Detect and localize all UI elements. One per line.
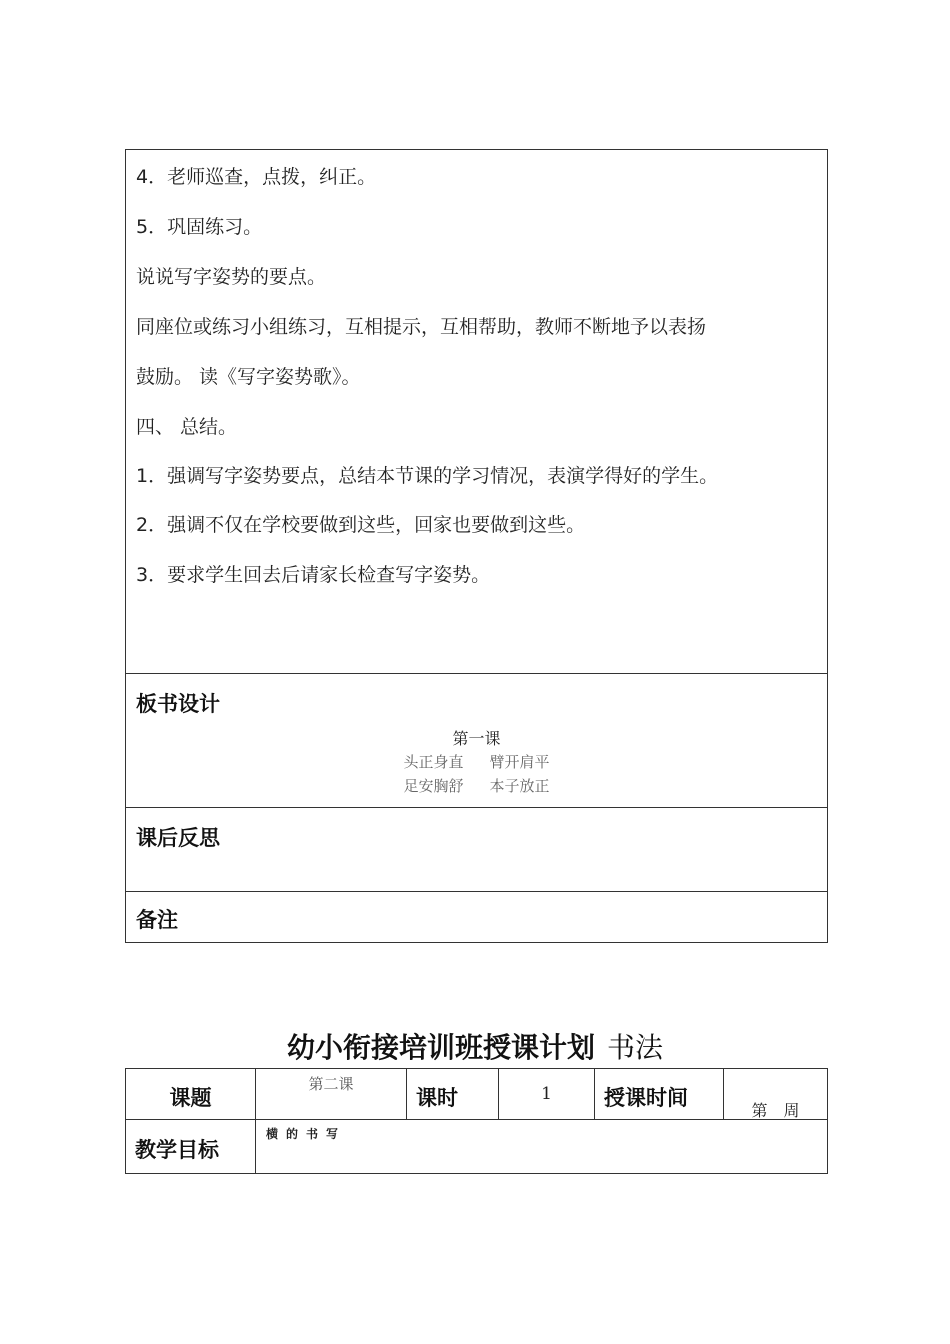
lesson-plan-table-2	[125, 1068, 828, 1174]
board-design-label: 板书设计	[136, 692, 220, 716]
plan-title-main: 幼小衔接培训班授课计划	[286, 1031, 595, 1064]
goal-value-cell	[256, 1120, 827, 1174]
board-line-1	[126, 751, 827, 772]
board-line-2	[126, 775, 827, 796]
board-phrase: 本子放正	[489, 777, 550, 795]
topic-label: 课题	[169, 1086, 212, 1110]
procedure-line: 鼓励。 读《写字姿势歌》。	[136, 366, 361, 388]
note-cell	[126, 892, 827, 944]
procedure-line: 3．要求学生回去后请家长检查写字姿势。	[136, 564, 491, 586]
goal-value: 横的书写	[266, 1127, 347, 1141]
hours-label: 课时	[416, 1086, 458, 1110]
reflection-label: 课后反思	[136, 826, 220, 850]
plan-title	[0, 1026, 950, 1066]
time-label: 授课时间	[604, 1086, 688, 1110]
procedure-line: 说说写字姿势的要点。	[136, 266, 327, 288]
procedure-line: 四、 总结。	[136, 416, 238, 438]
time-value: 第 周	[751, 1101, 800, 1120]
time-label-cell	[595, 1069, 724, 1119]
board-phrase: 足安胸舒	[403, 777, 464, 795]
topic-label-cell	[126, 1069, 256, 1119]
topic-value: 第二课	[308, 1075, 354, 1093]
topic-value-cell	[256, 1069, 407, 1119]
reflection-cell	[126, 808, 827, 892]
procedure-line: 同座位或练习小组练习，互相提示，互相帮助，教师不断地予以表扬	[136, 316, 707, 338]
table-row	[126, 1120, 827, 1174]
hours-label-cell	[407, 1069, 499, 1119]
table-row	[126, 1069, 827, 1120]
board-title: 第一课	[452, 729, 501, 748]
board-phrase: 臂开肩平	[489, 753, 550, 771]
procedure-line: 4．老师巡查，点拨，纠正。	[136, 166, 377, 188]
procedure-line: 1．强调写字姿势要点，总结本节课的学习情况，表演学得好的学生。	[136, 465, 719, 487]
plan-subject: 书法	[607, 1031, 664, 1064]
procedure-line: 2．强调不仅在学校要做到这些，回家也要做到这些。	[136, 514, 586, 536]
goal-label-cell	[126, 1120, 256, 1174]
board-design-cell	[126, 674, 827, 808]
lesson-plan-table-1	[125, 149, 828, 943]
procedure-content-cell	[126, 150, 827, 674]
hours-value-cell	[499, 1069, 595, 1119]
note-label: 备注	[136, 908, 178, 932]
board-phrase: 头正身直	[403, 753, 464, 771]
procedure-line: 5．巩固练习。	[136, 216, 263, 238]
hours-value: 1	[541, 1084, 552, 1104]
goal-label: 教学目标	[135, 1138, 219, 1162]
time-value-cell	[724, 1069, 827, 1119]
